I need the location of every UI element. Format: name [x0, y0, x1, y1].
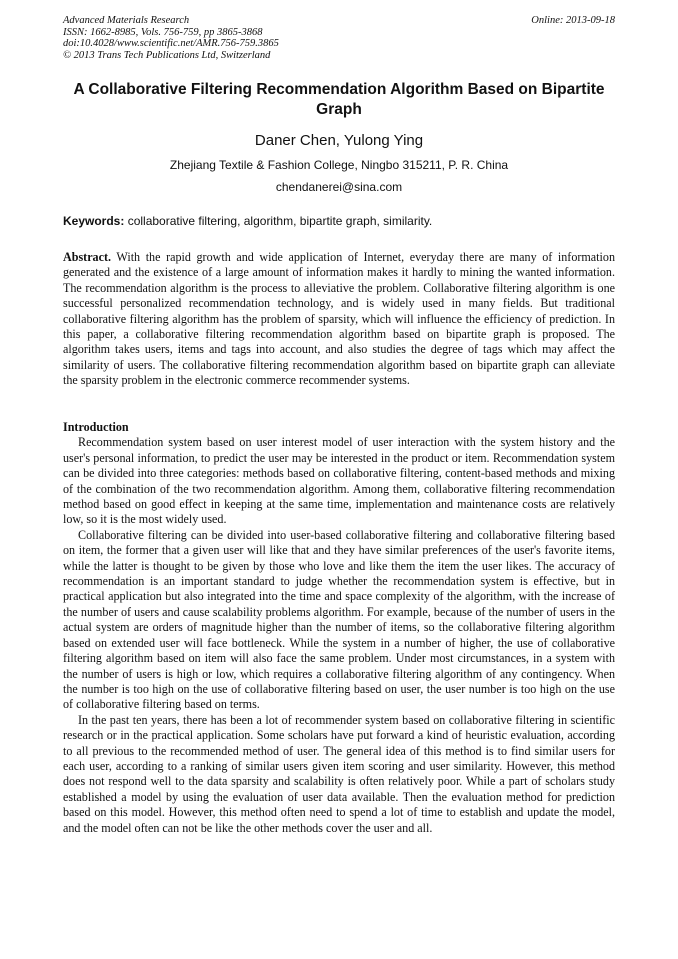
paragraph: Collaborative filtering can be divided into user-based collaborative filtering and collaborative filtering based on item, the former that a given user will like that and they have similar preferences of the user's favorite items, while the latter is thought to be given by those who love and like them the item the user likes. The accuracy of recommendation is an important standard to judge whether the recommendation system is effective, but in practical application but also integrated into the time and space complexity of the algorithm, with the increase of the number of users and cause scalability problems algorithm. For example, because of the number of users in the actual system are orders of magnitude higher than the number of items, so the collaborative filtering algorithm based on extended user will face bottleneck. While the system in a number of higher, the use of collaborative filtering algorithm based on item will also face the same problem. Under most circumstances, in a system with the number of users is high or low, which requires a collaborative filtering algorithm of any contingency. When the number is too high on the use of collaborative filtering based on user, the user number is too high on the use of collaborative filtering based on terms.	[63, 527, 615, 712]
author-email: chendanerei@sina.com	[275, 180, 403, 194]
abstract	[63, 250, 615, 389]
author-affiliation: Zhejiang Textile & Fashion College, Ningbo 315211, P. R. China	[169, 158, 509, 172]
journal-name: Advanced Materials Research	[63, 15, 190, 26]
copyright-line: © 2013 Trans Tech Publications Ltd, Switzerland	[63, 49, 271, 61]
online-date: Online: 2013-09-18	[531, 15, 615, 26]
paper-authors: Daner Chen, Yulong Ying	[254, 132, 424, 149]
issn-line: ISSN: 1662-8985, Vols. 756-759, pp 3865-3868	[63, 26, 263, 38]
abstract-text: With the rapid growth and wide application of Internet, everyday there are many of information generated and the existence of a large amount of information makes it hardly to mining the wanted information. The recommendation algorithm is the process to alleviative the problem. Collaborative filtering algorithm is one successful personalized recommendation technology, and is widely used in many fields. But traditional collaborative filtering algorithm has the problem of sparsity, which will influence the efficiency of prediction. In this paper, a collaborative filtering recommendation algorithm based on bipartite graph is proposed. The algorithm takes users, items and tags into account, and also studies the degree of tags which may affect the similarity of users. The collaborative filtering recommendation algorithm based on bipartite graph can alleviate the sparsity problem in the electronic commerce recommender systems.	[63, 250, 615, 388]
introduction-heading: Introduction	[63, 420, 129, 434]
keywords	[63, 214, 615, 228]
paper-title: A Collaborative Filtering Recommendation Algorithm Based on Bipartite Graph	[73, 81, 605, 118]
paragraph: In the past ten years, there has been a lot of recommender system based on collaborative filtering in scientific research or in the practical application. Some scholars have put forward a kind of heuristic evaluation, according to all previous to the recommended method of user. The general idea of this method is to find similar users for each user, according to a ranking of similar users given item scoring and user similarity. However, this method does not respond well to the data sparsity and scalability is often relatively poor. While a part of scholars study established a model by using the evaluation of user data available. Then the evaluation method for prediction based on this model. However, this method often need to spend a lot of time to establish and update the model, and the model often can not be like the other methods cover the user and all.	[63, 712, 615, 835]
abstract-label: Abstract.	[63, 250, 112, 264]
paragraph: Recommendation system based on user interest model of user interaction with the system history and the user's personal information, to predict the user may be interested in the product or item. Recommendation system can be divided into three categories: methods based on collaborative filtering, content-based methods and mixing of the combination of the two recommendation algorithm. Among them, collaborative filtering recommendation method based on good effect in keeping at the same time, implementation and maintenance costs are relatively low, so it is the most widely used.	[63, 435, 615, 527]
introduction-section	[63, 420, 615, 836]
journal-header	[63, 15, 615, 61]
keywords-text: collaborative filtering, algorithm, bipartite graph, similarity.	[124, 214, 433, 228]
keywords-label: Keywords:	[63, 214, 125, 228]
doi-line: doi:10.4028/www.scientific.net/AMR.756-759.3865	[63, 38, 279, 49]
